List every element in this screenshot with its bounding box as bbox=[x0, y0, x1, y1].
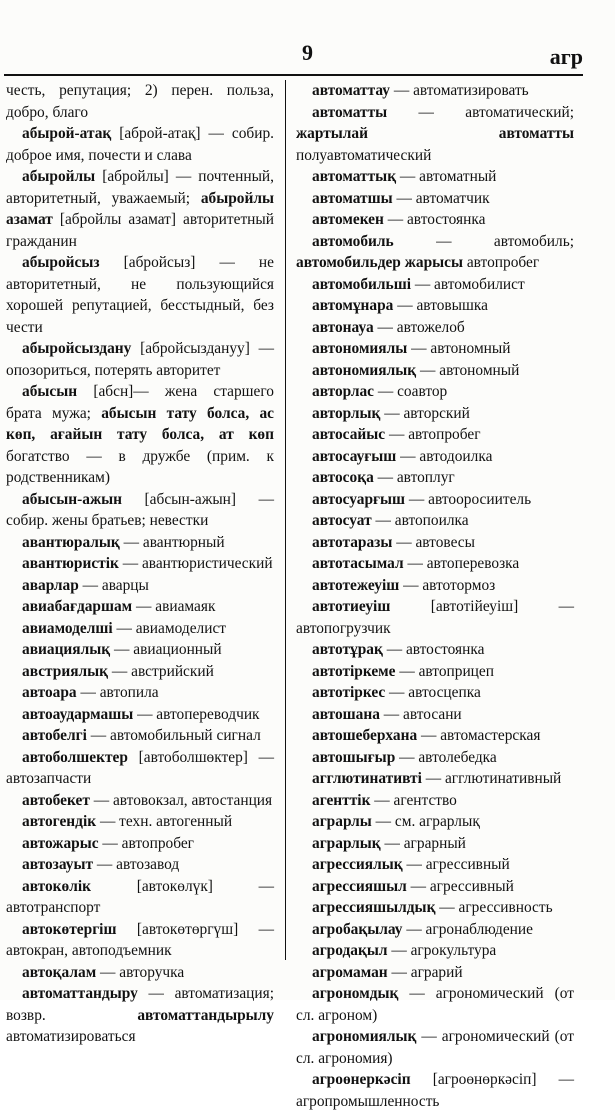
headword: абыройсыз bbox=[22, 254, 100, 271]
dictionary-entry bbox=[296, 983, 574, 1026]
dictionary-entry bbox=[6, 833, 274, 855]
definition: — автостоянка bbox=[383, 211, 486, 228]
definition: — автоматический; bbox=[387, 103, 574, 121]
definition: [автотійеуіш] — автопогрузчик bbox=[296, 598, 574, 637]
definition: — автосцепка bbox=[385, 684, 481, 701]
dictionary-entry bbox=[6, 80, 274, 123]
headword: агромаман bbox=[312, 963, 388, 981]
dictionary-entry bbox=[296, 295, 574, 317]
dictionary-entry bbox=[296, 274, 574, 296]
definition: — агентство bbox=[370, 791, 457, 809]
headword: агродақыл bbox=[312, 942, 388, 959]
headword: автоматшы bbox=[312, 189, 393, 207]
headword: абысын тату болса, ас көп, ағайын тату болса, ат көп bbox=[6, 404, 274, 443]
headword: автозауыт bbox=[22, 856, 94, 873]
dictionary-entry bbox=[296, 940, 574, 962]
dictionary-entry bbox=[296, 80, 574, 102]
definition: — автомастерская bbox=[417, 727, 541, 744]
dictionary-entry bbox=[6, 811, 274, 833]
dictionary-entry bbox=[296, 919, 574, 941]
headword: жартылай автоматты bbox=[296, 125, 574, 142]
headword: агрономиялық bbox=[312, 1028, 417, 1045]
headword: автоматтандыру bbox=[22, 985, 138, 1002]
headword: автокөтергіш bbox=[22, 920, 117, 938]
definition: — авантюристический bbox=[118, 555, 273, 572]
dictionary-entry bbox=[296, 467, 574, 489]
definition: — автозавод bbox=[93, 856, 180, 873]
headword: агробақылау bbox=[312, 920, 403, 938]
headword: автошығыр bbox=[312, 748, 396, 766]
dictionary-entry bbox=[296, 510, 574, 532]
dictionary-entry bbox=[6, 618, 274, 640]
headword: автогендік bbox=[22, 813, 97, 830]
right-column bbox=[296, 80, 574, 1112]
headword: автожарыс bbox=[22, 834, 99, 852]
headword: автотиеуіш bbox=[312, 598, 391, 615]
definition: — см. аграрлық bbox=[371, 813, 480, 830]
dictionary-entry bbox=[296, 725, 574, 747]
definition: — агрономический (от сл. агроном) bbox=[296, 985, 574, 1024]
dictionary-entry bbox=[6, 790, 274, 812]
dictionary-entry bbox=[296, 338, 574, 360]
definition: — автономный bbox=[416, 361, 520, 379]
headword: автосуат bbox=[312, 512, 372, 529]
headword: абыройлы азамат bbox=[6, 189, 274, 228]
definition: — автовышка bbox=[393, 297, 488, 314]
dictionary-entry bbox=[6, 553, 274, 575]
definition: — автомобильный сигнал bbox=[86, 727, 261, 744]
headword: авиациялық bbox=[22, 641, 111, 658]
headword: аграрлық bbox=[312, 834, 381, 852]
dictionary-entry bbox=[296, 854, 574, 876]
dictionary-entry bbox=[296, 424, 574, 446]
definition: — автовокзал, автостанция bbox=[89, 791, 273, 809]
dictionary-entry bbox=[296, 575, 574, 597]
headword: авторлас bbox=[312, 383, 375, 400]
definition: — аварцы bbox=[78, 576, 149, 594]
dictionary-entry bbox=[6, 661, 274, 683]
definition: — авантюрный bbox=[119, 533, 225, 551]
dictionary-entry bbox=[296, 661, 574, 683]
definition: — автоматный bbox=[396, 168, 497, 185]
dictionary-entry bbox=[296, 768, 574, 790]
dictionary-entry bbox=[296, 209, 574, 231]
dictionary-entry bbox=[6, 381, 274, 489]
column-divider bbox=[285, 80, 286, 960]
dictionary-entry bbox=[6, 854, 274, 876]
headword: авторлық bbox=[312, 404, 381, 422]
definition: — авиационный bbox=[110, 641, 222, 658]
dictionary-entry bbox=[6, 489, 274, 532]
dictionary-entry bbox=[296, 166, 574, 188]
dictionary-entry bbox=[296, 532, 574, 554]
definition: [абсын-ажын] — собир. жены братьев; невестки bbox=[6, 490, 274, 529]
headword: автонауа bbox=[312, 318, 374, 336]
dictionary-entry bbox=[296, 360, 574, 382]
dictionary-entry bbox=[6, 338, 274, 381]
headword: автоара bbox=[22, 684, 77, 701]
dictionary-entry bbox=[296, 747, 574, 769]
dictionary-entry bbox=[6, 532, 274, 554]
headword: автошана bbox=[312, 705, 380, 723]
headword: автокөлік bbox=[22, 877, 92, 895]
headword: абыройлы bbox=[22, 168, 96, 185]
headword: агрономдық bbox=[312, 985, 399, 1002]
headword: авантюристік bbox=[22, 555, 119, 572]
definition: полуавтоматический bbox=[296, 146, 432, 164]
headword: агенттік bbox=[312, 791, 371, 809]
definition: [абсн]— жена старшего брата мужа; bbox=[6, 383, 274, 422]
definition: — автоперевозка bbox=[403, 555, 520, 572]
definition: [агроөнөркәсіп] — агропромышленность bbox=[296, 1071, 574, 1110]
dictionary-entry bbox=[296, 1026, 574, 1069]
headword: автомобильдер жарысы bbox=[296, 254, 463, 271]
dictionary-entry bbox=[6, 876, 274, 919]
definition: — авторучка bbox=[96, 963, 185, 981]
dictionary-entry bbox=[296, 231, 574, 274]
headword: агрессиялық bbox=[312, 856, 403, 873]
headword: аграрлы bbox=[312, 813, 372, 830]
definition: — автоприцеп bbox=[395, 662, 494, 680]
headword: автоматтандырылу bbox=[137, 1006, 274, 1024]
dictionary-entry bbox=[296, 790, 574, 812]
dictionary-entry bbox=[296, 553, 574, 575]
headword: автошеберхана bbox=[312, 727, 418, 744]
dictionary-entry bbox=[6, 747, 274, 790]
headword: автоматты bbox=[312, 103, 388, 121]
headword: автомобильші bbox=[312, 275, 411, 293]
definition: — аграрный bbox=[380, 834, 466, 852]
running-head: агр bbox=[549, 44, 583, 69]
definition: — агрокультура bbox=[387, 942, 497, 959]
definition: [автоболшөктер] — автозапчасти bbox=[6, 748, 274, 787]
headword: авиамоделші bbox=[22, 619, 113, 637]
definition: [автокөлүк] — автотранспорт bbox=[6, 877, 274, 916]
definition: — автовесы bbox=[392, 533, 475, 551]
dictionary-entry bbox=[296, 317, 574, 339]
dictionary-entry bbox=[6, 639, 274, 661]
definition: — автоплуг bbox=[373, 469, 455, 486]
dictionary-entry bbox=[6, 919, 274, 962]
definition: — агглютинативный bbox=[421, 770, 562, 787]
definition: — автопереводчик bbox=[133, 705, 260, 723]
definition: [абройсыздануу] — опозориться, потерять авторитет bbox=[6, 340, 274, 379]
definition: — автопробег bbox=[98, 834, 194, 852]
definition: — авиамоделист bbox=[112, 619, 227, 637]
headword: автоматтау bbox=[312, 82, 390, 99]
definition: — техн. автогенный bbox=[96, 813, 233, 830]
headword: авантюралық bbox=[22, 533, 120, 551]
headword: агглютинативті bbox=[312, 770, 422, 787]
definition: — автоматчик bbox=[392, 189, 490, 207]
definition: богатство — в дружбе (прим. к родственникам) bbox=[6, 447, 274, 486]
headword: автономиялы bbox=[312, 340, 408, 357]
dictionary-entry bbox=[296, 811, 574, 833]
definition: [абройлы азамат] авторитетный гражданин bbox=[6, 211, 274, 250]
definition: — автопробег bbox=[385, 426, 481, 443]
definition: — автожелоб bbox=[373, 318, 465, 336]
definition: автопробег bbox=[463, 254, 540, 271]
definition: автоматизироваться bbox=[6, 1028, 136, 1045]
dictionary-entry bbox=[296, 596, 574, 639]
headword: автобекет bbox=[22, 791, 90, 809]
headword: автоматтық bbox=[312, 168, 397, 185]
definition: — автомобилист bbox=[410, 275, 525, 293]
headword: абысын bbox=[22, 383, 78, 400]
headword: автономиялық bbox=[312, 361, 417, 379]
definition: — аграрий bbox=[387, 963, 463, 981]
definition: — агронаблюдение bbox=[402, 920, 533, 938]
dictionary-entry bbox=[6, 704, 274, 726]
headword: абыройсыздану bbox=[22, 340, 132, 357]
definition: — автолебедка bbox=[395, 748, 497, 766]
dictionary-entry bbox=[296, 446, 574, 468]
headword: автосайыс bbox=[312, 426, 386, 443]
definition: — агрессивный bbox=[406, 877, 514, 895]
definition: — автоматизация; возвр. bbox=[6, 985, 274, 1024]
dictionary-entry bbox=[296, 962, 574, 984]
headword: автосауғыш bbox=[312, 447, 397, 465]
headword: автотіркеме bbox=[312, 662, 396, 680]
dictionary-entry bbox=[296, 102, 574, 167]
definition: — автооросиитель bbox=[405, 490, 532, 508]
definition: — агрономический (от сл. агрономия) bbox=[296, 1028, 574, 1067]
dictionary-entry bbox=[6, 682, 274, 704]
headword: автомекен bbox=[312, 211, 384, 228]
definition: [абройсыз] — не авторитетный, не пользующийся хорошей репутацией, бесстыдный, без чести bbox=[6, 254, 274, 336]
definition: — соавтор bbox=[374, 383, 448, 400]
dictionary-entry bbox=[296, 489, 574, 511]
headword: автотасымал bbox=[312, 555, 404, 572]
dictionary-entry bbox=[6, 123, 274, 166]
header-rule bbox=[4, 74, 583, 76]
dictionary-entry bbox=[296, 381, 574, 403]
dictionary-entry bbox=[296, 1069, 574, 1112]
headword: автотұрақ bbox=[312, 641, 383, 658]
headword: автомобиль bbox=[312, 232, 394, 250]
dictionary-entry bbox=[296, 833, 574, 855]
definition: [аброй-атақ] — собир. доброе имя, почести и слава bbox=[6, 125, 274, 164]
dictionary-entry bbox=[296, 188, 574, 210]
headword: автотіркес bbox=[312, 684, 386, 701]
page-number: 9 bbox=[302, 40, 313, 65]
headword: автоаудармашы bbox=[22, 705, 134, 723]
dictionary-entry bbox=[296, 897, 574, 919]
definition: честь, репутация; 2) перен. польза, добро, благо bbox=[6, 82, 274, 121]
definition: — автодоилка bbox=[396, 447, 493, 465]
definition: — автомобиль; bbox=[393, 232, 574, 250]
dictionary-entry bbox=[6, 983, 274, 1048]
headword: автосуарғыш bbox=[312, 490, 406, 508]
definition: — авторский bbox=[380, 404, 470, 422]
definition: — авиамаяк bbox=[132, 598, 216, 615]
dictionary-entry bbox=[6, 575, 274, 597]
headword: авиабағдаршам bbox=[22, 598, 133, 615]
definition: — автономный bbox=[407, 340, 511, 357]
headword: абырой-атақ bbox=[22, 125, 112, 142]
dictionary-entry bbox=[296, 876, 574, 898]
dictionary-entry bbox=[6, 166, 274, 252]
dictionary-entry bbox=[296, 639, 574, 661]
headword: автотежеуіш bbox=[312, 576, 400, 594]
dictionary-entry bbox=[6, 596, 274, 618]
headword: автотаразы bbox=[312, 533, 393, 551]
definition: — автосани bbox=[379, 705, 462, 723]
headword: агрессияшыл bbox=[312, 877, 407, 895]
headword: австриялық bbox=[22, 662, 109, 680]
definition: — автоматизировать bbox=[389, 82, 529, 99]
definition: — автотормоз bbox=[399, 576, 496, 594]
headword: агроөнеркәсіп bbox=[312, 1071, 411, 1088]
definition: [абройлы] — почтенный, авторитетный, уважаемый; bbox=[6, 168, 274, 207]
dictionary-entry bbox=[296, 682, 574, 704]
left-column bbox=[6, 80, 274, 1048]
definition: — автопила bbox=[76, 684, 159, 701]
dictionary-entry bbox=[296, 704, 574, 726]
definition: — агрессивный bbox=[402, 856, 510, 873]
definition: — агрессивность bbox=[435, 899, 553, 916]
headword: автобелгі bbox=[22, 727, 87, 744]
headword: автосоқа bbox=[312, 469, 374, 486]
definition: [автокөтөргүш] — автокран, автоподъемник bbox=[6, 920, 274, 959]
definition: — австрийский bbox=[108, 662, 214, 680]
headword: автоболшектер bbox=[22, 748, 128, 766]
headword: агрессияшылдық bbox=[312, 899, 436, 916]
dictionary-entry bbox=[296, 403, 574, 425]
headword: абысын-ажын bbox=[22, 490, 122, 508]
headword: автомұнара bbox=[312, 297, 394, 314]
headword: автоқалам bbox=[22, 963, 97, 981]
definition: — автостоянка bbox=[382, 641, 485, 658]
dictionary-entry bbox=[6, 962, 274, 984]
headword: аварлар bbox=[22, 576, 79, 594]
dictionary-entry bbox=[6, 252, 274, 338]
definition: — автопоилка bbox=[371, 512, 469, 529]
dictionary-entry bbox=[6, 725, 274, 747]
